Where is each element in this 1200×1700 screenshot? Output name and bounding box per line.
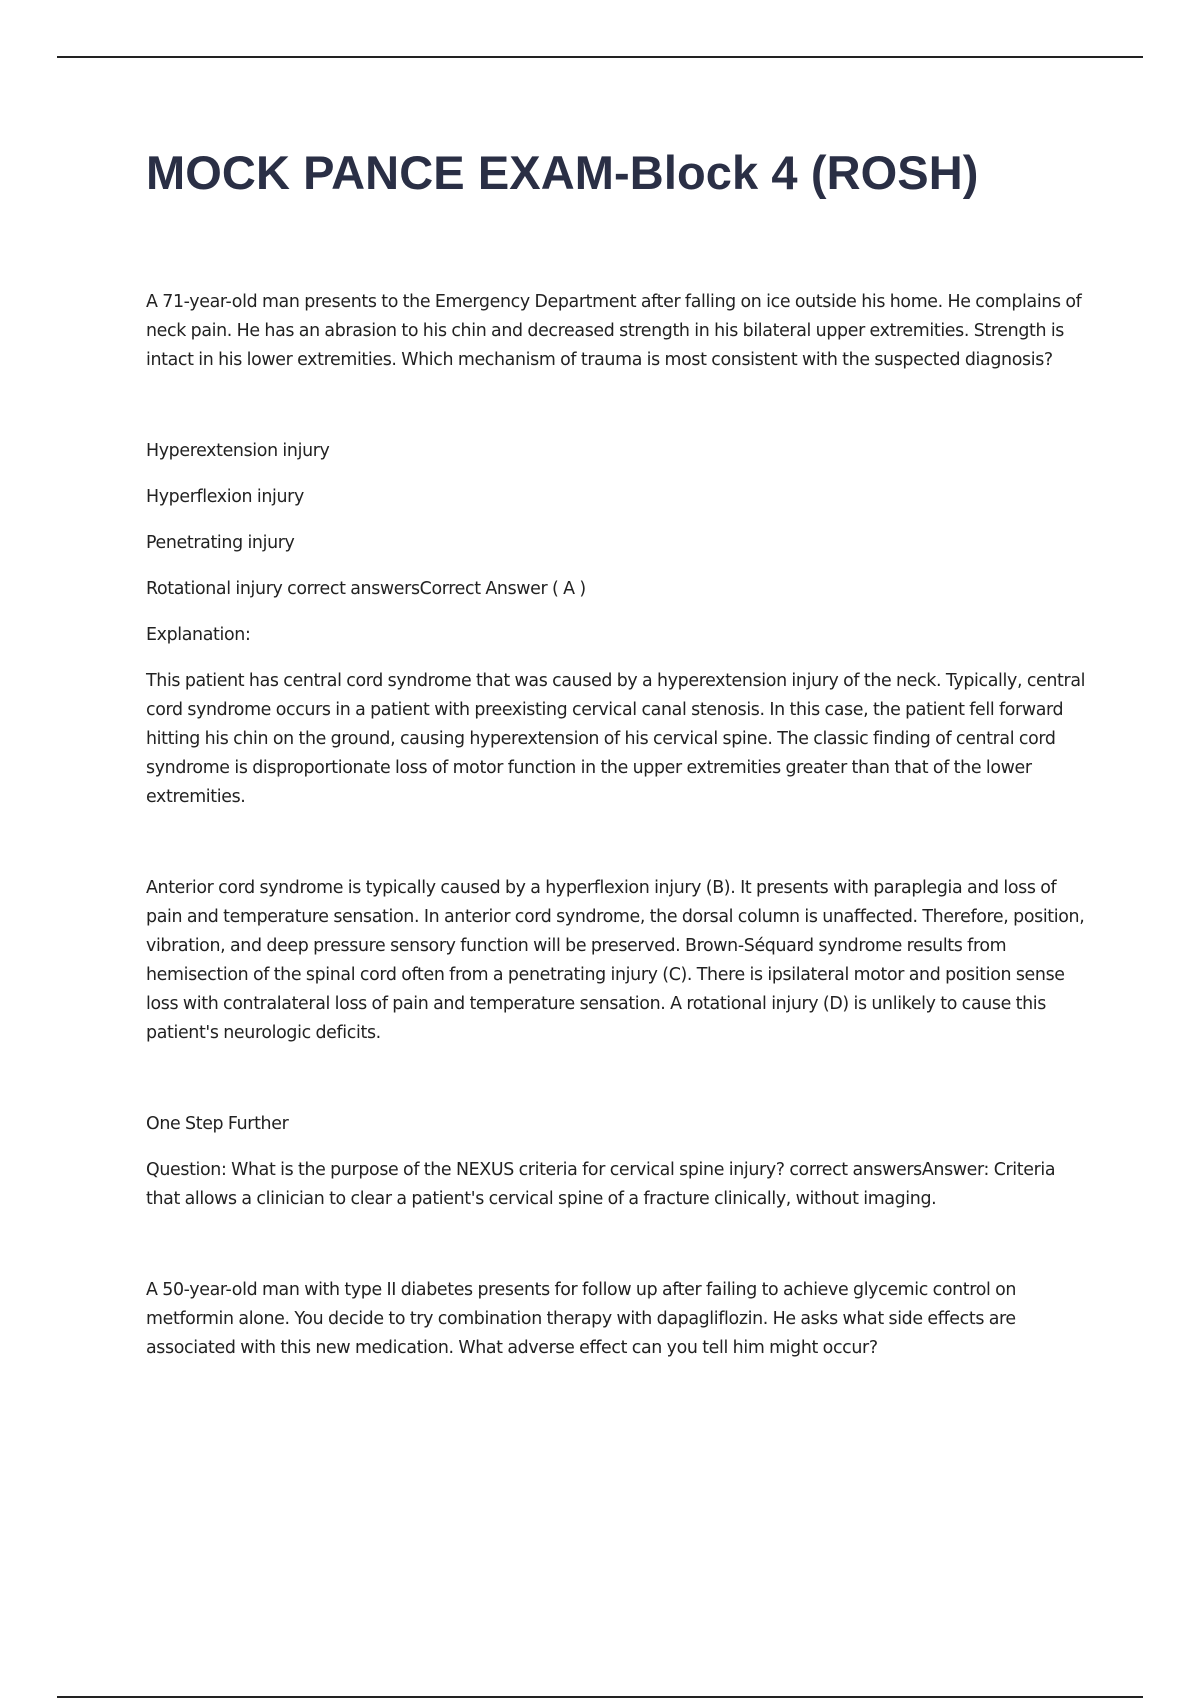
document-title: MOCK PANCE EXAM-Block 4 (ROSH): [146, 146, 979, 199]
top-rule: [57, 56, 1143, 58]
bottom-rule: [57, 1696, 1143, 1698]
option-c: Penetrating injury: [146, 533, 295, 553]
page-content: [146, 140, 1091, 1363]
option-b: Hyperflexion injury: [146, 487, 304, 507]
explanation-paragraph-2: Anterior cord syndrome is typically caused by a hyperflexion injury (B). It presents with paraplegia and loss of pain and temperature sensation. In anterior cord syndrome, the dorsal column is unaffected. Therefore, position, vibration, and deep pressure sensory function will be preserved. Brown-Séquard syndrome results from hemisection of the spinal cord often from a penetrating injury (C). There is ipsilateral motor and position sense loss with contralateral loss of pain and temperature sensation. A rotational injury (D) is unlikely to cause this patient's neurologic deficits.: [146, 878, 1085, 1043]
question-1-stem: A 71-year-old man presents to the Emergency Department after falling on ice outside his home. He complains of neck pain. He has an abrasion to his chin and decreased strength in his bilateral upper extremities. Strength is intact in his lower extremities. Which mechanism of trauma is most consistent with the suspected diagnosis?: [146, 292, 1082, 370]
one-step-further-label: One Step Further: [146, 1114, 289, 1134]
explanation-label: Explanation:: [146, 625, 251, 645]
option-a: Hyperextension injury: [146, 441, 330, 461]
option-d-with-answer: Rotational injury correct answersCorrect Answer ( A ): [146, 579, 586, 599]
one-step-further-text: Question: What is the purpose of the NEXUS criteria for cervical spine injury? correct answersAnswer: Criteria that allows a clinician to clear a patient's cervical spine of a fracture clinically, without imaging.: [146, 1160, 1056, 1209]
explanation-paragraph-1: This patient has central cord syndrome that was caused by a hyperextension injury of the neck. Typically, central cord syndrome occurs in a patient with preexisting cervical canal stenosis. In this case, the patient fell forward hitting his chin on the ground, causing hyperextension of his cervical spine. The classic finding of central cord syndrome is disproportionate loss of motor function in the upper extremities greater than that of the lower extremities.: [146, 671, 1086, 807]
question-2-stem: A 50-year-old man with type II diabetes presents for follow up after failing to achieve glycemic control on metformin alone. You decide to try combination therapy with dapagliflozin. He asks what side effects are associated with this new medication. What adverse effect can you tell him might occur?: [146, 1280, 1017, 1358]
